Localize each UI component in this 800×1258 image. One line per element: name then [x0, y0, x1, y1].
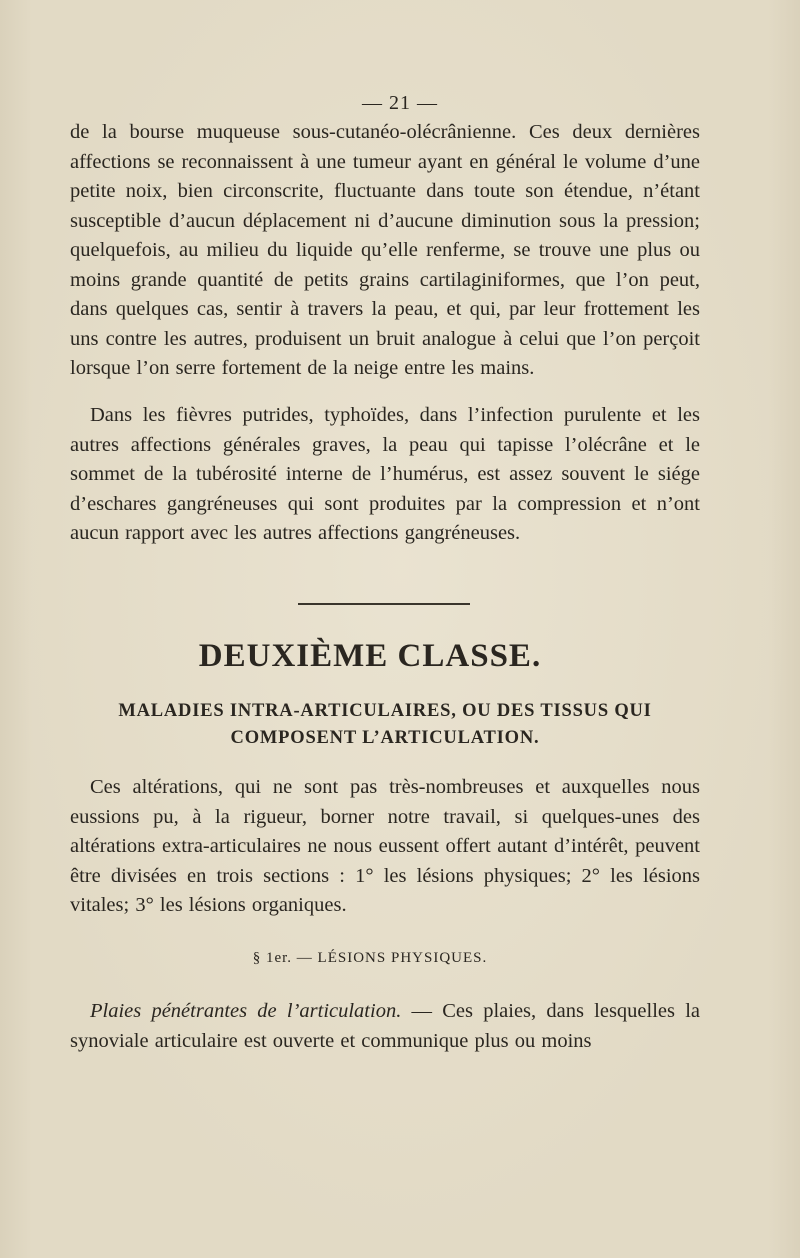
- paragraph-putrid-fevers: Dans les fièvres putrides, typhoïdes, dans l’infection purulente et les autres affections générales graves, la peau qui tapisse l’olécrâne et le sommet de la tubérosité interne de l’humérus, est assez souvent le siége d’eschares gangréneuses qui sont produites par la compression et n’ont aucun rapport avec les autres affections gangréneuses.: [70, 404, 700, 544]
- paragraph-penetrating-wounds: [70, 997, 700, 1056]
- paragraph-bursa-affections: de la bourse muqueuse sous-cutanéo-olécrânienne. Ces deux dernières affections se reconnaissent à une tumeur ayant en général le volume d’une petite noix, bien circonscrite, fluctuante dans toute son étendue, n’étant susceptible d’aucun déplacement ni d’aucune diminution sous la pression; quelquefois, au milieu du liquide qu’elle renferme, se trouve une plus ou moins grande quantité de petits grains cartilaginiformes, que l’on peut, dans quelques cas, sentir à travers la peau, et qui, par leur frottement les uns contre les autres, produisent un bruit analogue à celui que l’on perçoit lorsque l’on serre fortement de la neige entre les mains.: [70, 121, 700, 379]
- paragraph-run-in-title: Plaies pénétrantes de l’articulation.: [90, 1000, 402, 1022]
- class-subtitle: MALADIES INTRA-ARTICULAIRES, OU DES TISSUS QUI COMPOSENT L’ARTICULATION.: [118, 701, 652, 748]
- paragraph-alterations: Ces altérations, qui ne sont pas très-nombreuses et auxquelles nous eussions pu, à la rigueur, borner notre travail, si quelques-unes des altérations extra-articulaires ne nous eussent offert autant d’intérêt, peuvent être divisées en trois sections : 1° les lésions physiques; 2° les lésions vitales; 3° les lésions organiques.: [70, 776, 700, 916]
- paragraph-body: — Ces plaies, dans lesquelles la synoviale articulaire est ouverte et communique plus ou moins: [70, 1000, 701, 1052]
- page-number: — 21 —: [362, 92, 438, 114]
- class-title: DEUXIÈME CLASSE.: [198, 638, 542, 674]
- section-divider: [298, 603, 470, 605]
- section-heading: § 1er. — LÉSIONS PHYSIQUES.: [252, 950, 488, 966]
